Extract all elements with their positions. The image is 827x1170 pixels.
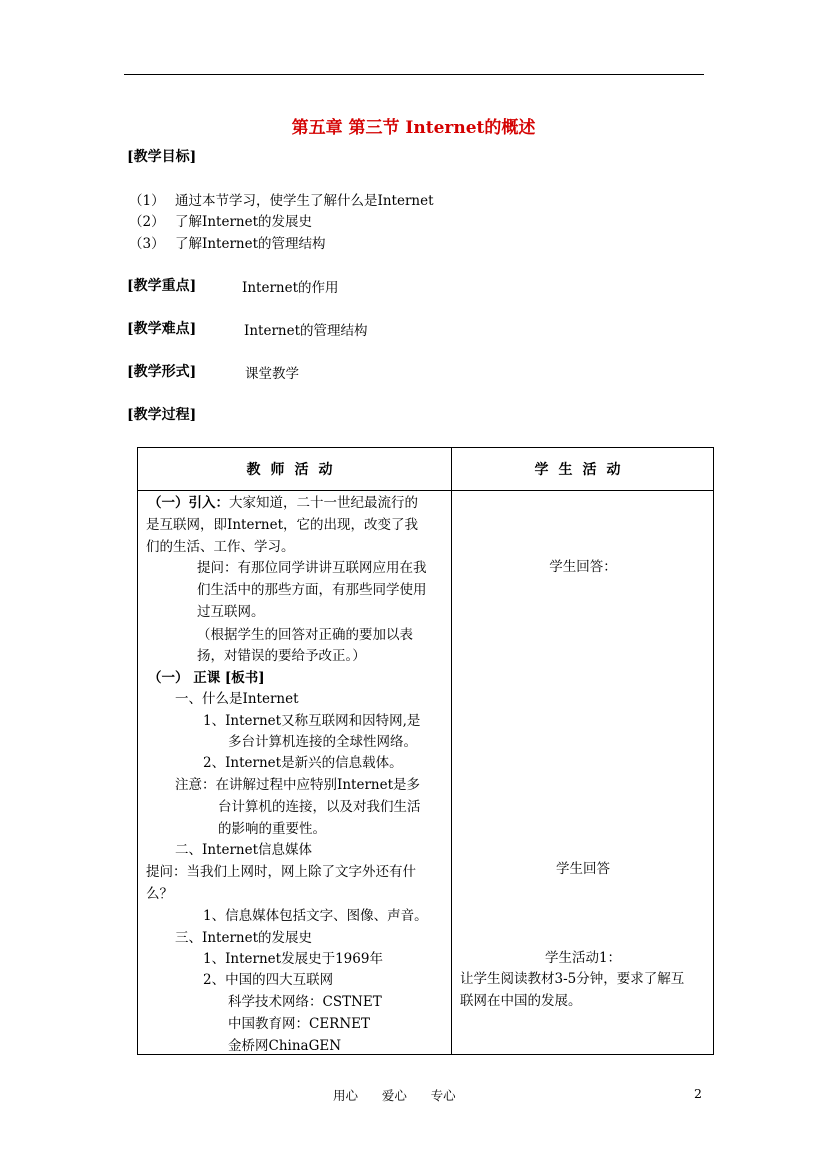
list-line: 1、Internet又称互联网和因特网,是 bbox=[203, 713, 421, 729]
form-heading: [教学形式] bbox=[127, 364, 197, 380]
page-title: 第五章 第三节 Internet的概述 bbox=[291, 118, 536, 138]
objective-item bbox=[129, 232, 326, 252]
focus-text: Internet的作用 bbox=[242, 280, 339, 296]
student-activity-header: 学生活动 bbox=[452, 448, 714, 491]
header-rule bbox=[124, 74, 704, 75]
list-line: 1、Internet发展史于1969年 bbox=[203, 951, 383, 967]
objective-item bbox=[129, 210, 312, 230]
note-line: 的影响的重要性。 bbox=[218, 821, 326, 837]
network-line: 中国教育网：CERNET bbox=[228, 1016, 371, 1032]
intro-line: 是互联网，即Internet，它的出现，改变了我 bbox=[146, 517, 419, 533]
objective-text: 通过本节学习，使学生了解什么是Internet bbox=[175, 193, 434, 209]
list-line: 1、信息媒体包括文字、图像、声音。 bbox=[203, 908, 428, 924]
intro-line: 们的生活、工作、学习。 bbox=[146, 539, 295, 555]
section-heading: 二、Internet信息媒体 bbox=[175, 842, 313, 858]
footer-motto: 用心 爱心 专心 bbox=[333, 1088, 456, 1103]
lesson-table bbox=[137, 447, 714, 1055]
main-section-label: （一） 正课 [板书] bbox=[148, 670, 265, 686]
network-line: 金桥网ChinaGEN bbox=[228, 1038, 342, 1054]
teacher-activity-cell bbox=[138, 491, 452, 1055]
difficulty-text: Internet的管理结构 bbox=[244, 323, 368, 339]
question-line: 么？ bbox=[146, 886, 173, 902]
objective-text: 了解Internet的管理结构 bbox=[175, 236, 326, 252]
objectives-heading: [教学目标] bbox=[127, 149, 197, 165]
teacher-activity-header: 教师活动 bbox=[138, 448, 452, 491]
section-heading: 三、Internet的发展史 bbox=[175, 930, 313, 946]
list-line: 2、Internet是新兴的信息载体。 bbox=[203, 755, 403, 771]
student-answer: 学生回答： bbox=[549, 559, 617, 575]
list-line: 2、中国的四大互联网 bbox=[203, 972, 334, 988]
note-line: 注意：在讲解过程中应特别Internet是多 bbox=[175, 777, 421, 793]
student-activity-line: 联网在中国的发展。 bbox=[460, 993, 582, 1009]
page-number: 2 bbox=[694, 1086, 702, 1101]
student-activity-cell bbox=[452, 491, 714, 1055]
network-line: 科学技术网络：CSTNET bbox=[228, 994, 382, 1010]
difficulty-heading: [教学难点] bbox=[127, 321, 197, 337]
note-line: （根据学生的回答对正确的要加以表 bbox=[197, 627, 413, 643]
intro-text: 大家知道，二十一世纪最流行的 bbox=[229, 495, 418, 511]
objective-item bbox=[129, 189, 434, 209]
list-line: 多台计算机连接的全球性网络。 bbox=[228, 734, 417, 750]
note-line: 台计算机的连接，以及对我们生活 bbox=[218, 799, 421, 815]
intro-line bbox=[148, 493, 418, 513]
objective-num: （2） bbox=[129, 214, 165, 230]
student-answer: 学生回答 bbox=[556, 861, 610, 877]
section-heading: 一、什么是Internet bbox=[175, 691, 299, 707]
question-line: 们生活中的那些方面，有那些同学使用 bbox=[197, 582, 427, 598]
focus-heading: [教学重点] bbox=[127, 278, 197, 294]
student-activity-line: 让学生阅读教材3-5分钟，要求了解互 bbox=[460, 971, 685, 987]
question-line: 提问：有那位同学讲讲互联网应用在我 bbox=[197, 560, 427, 576]
intro-label: （一）引入： bbox=[148, 495, 229, 511]
note-line: 扬，对错误的要给予改正。） bbox=[197, 648, 366, 664]
objective-num: （1） bbox=[129, 193, 165, 209]
form-text: 课堂教学 bbox=[245, 366, 299, 382]
objective-num: （3） bbox=[129, 236, 165, 252]
question-line: 提问：当我们上网时，网上除了文字外还有什 bbox=[146, 864, 416, 880]
student-activity-title: 学生活动1： bbox=[544, 950, 622, 966]
process-heading: [教学过程] bbox=[127, 407, 197, 423]
objective-text: 了解Internet的发展史 bbox=[175, 214, 313, 230]
question-line: 过互联网。 bbox=[197, 604, 265, 620]
